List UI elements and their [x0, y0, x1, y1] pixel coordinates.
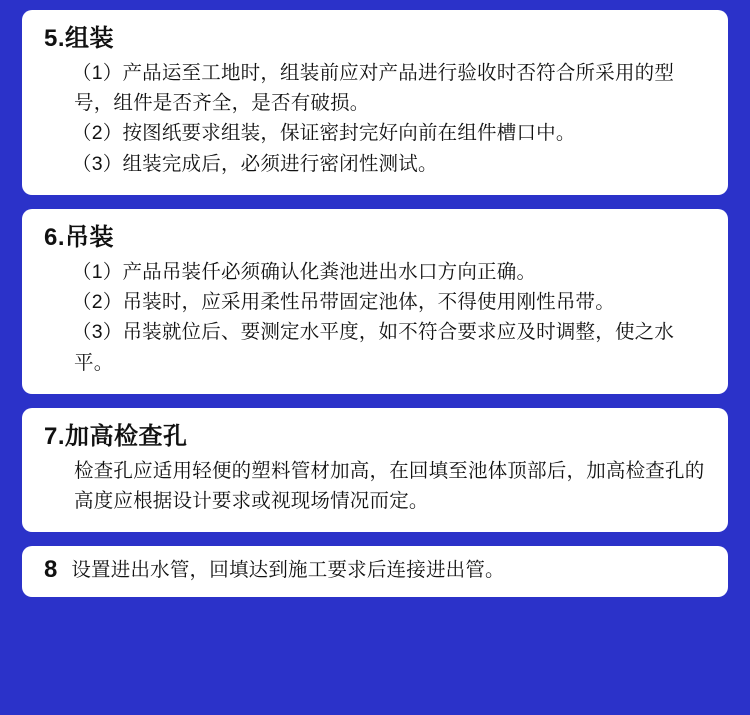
section-card-inspection-hole: [22, 408, 728, 532]
section-title: 5.组装: [44, 25, 115, 52]
section-title: 7.加高检查孔: [44, 422, 188, 450]
section-body: [44, 456, 710, 516]
section-body: [44, 257, 710, 378]
section-number: 8: [44, 556, 58, 584]
section-item: （1）产品运至工地时，组装前应对产品进行验收时否符合所采用的型号，组件是否齐全，是否有破损。: [72, 62, 675, 115]
section-card-pipes: [22, 546, 728, 597]
section-title: 6.吊装: [44, 223, 115, 251]
section-card-assembly: [22, 10, 728, 195]
section-item: （1）产品吊装仟必须确认化粪池进出水口方向正确。: [72, 260, 537, 283]
section-item: （2）吊装时，应采用柔性吊带固定池体，不得使用刚性吊带。: [72, 291, 615, 314]
section-text: 设置进出水管，回填达到施工要求后连接进出管。: [71, 558, 505, 581]
section-item: （3）组装完成后，必须进行密闭性测试。: [72, 152, 438, 175]
section-item: （3）吊装就位后、要测定水平度，如不符合要求应及时调整，使之水平。: [72, 321, 675, 374]
section-item: （2）按图纸要求组装，保证密封完好向前在组件槽口中。: [72, 122, 576, 145]
section-body: [44, 58, 710, 179]
section-item: 检查孔应适用轻便的塑料管材加高，在回填至池体顶部后，加高检查孔的高度应根据设计要求或视现场情况而定。: [74, 459, 705, 512]
section-card-hoisting: [22, 209, 728, 394]
